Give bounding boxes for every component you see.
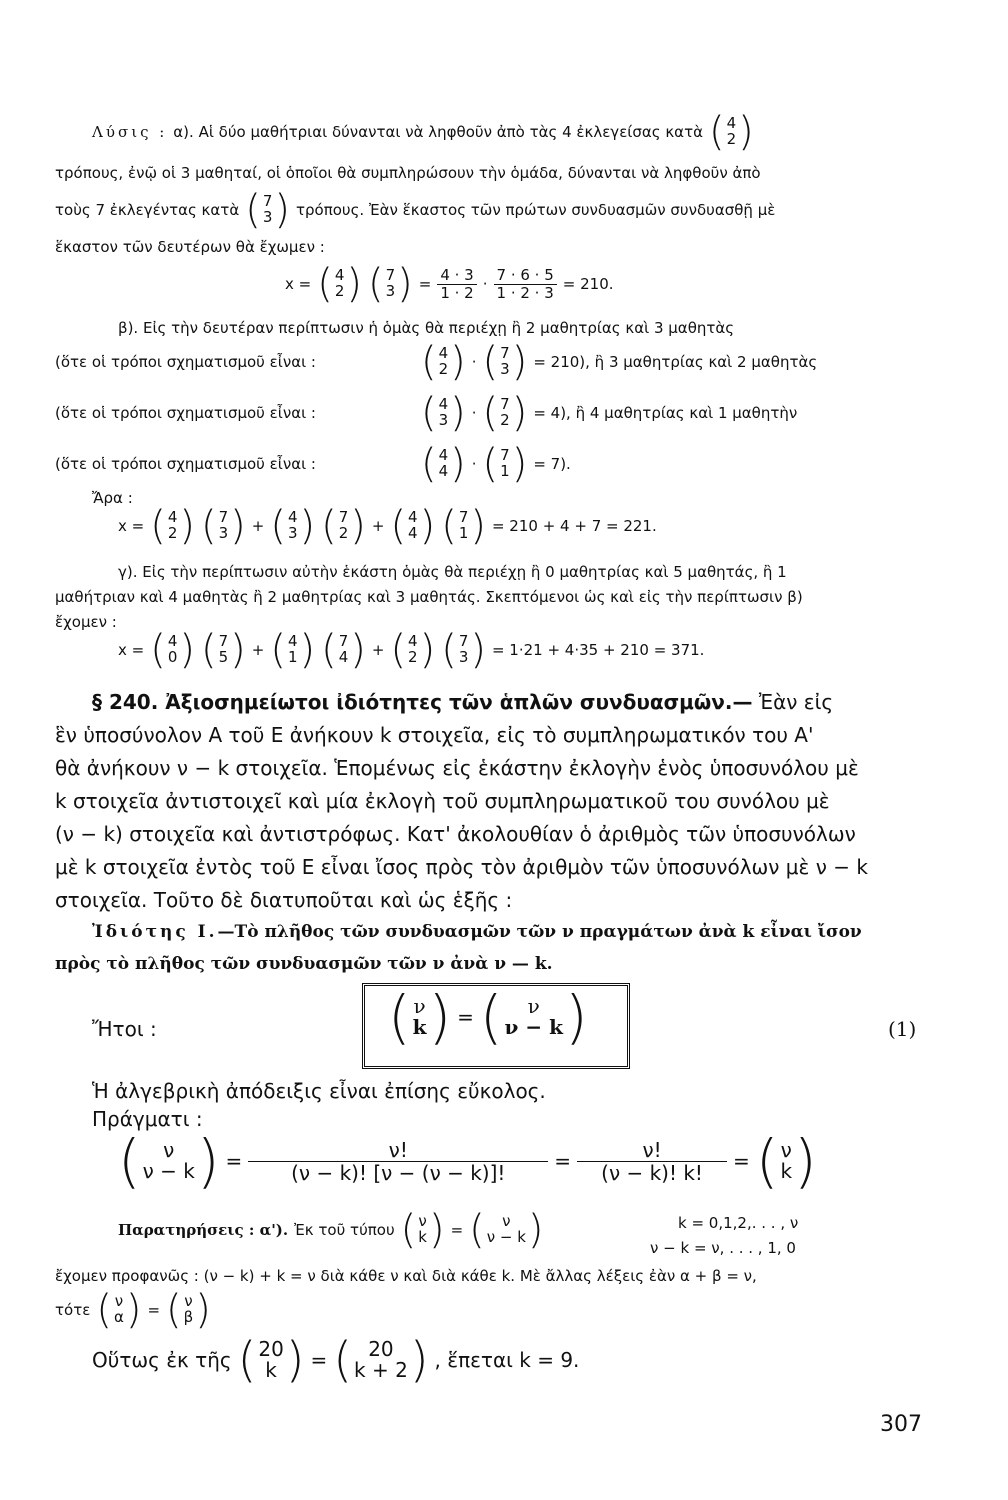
equation-number: (1) xyxy=(888,1017,917,1041)
solution-label: Λύσις : xyxy=(92,123,168,141)
solution-a-text4: ἕκαστον τῶν δευτέρων θὰ ἔχωμεν : xyxy=(55,238,325,256)
solution-a-text3-post: τρόπους. Ἐὰν ἕκαστος τῶν πρώτων συνδυασμῶν συνδυασθῇ μὲ xyxy=(295,201,776,219)
solution-c-text2: μαθήτριαν καὶ 4 μαθητὰς ἢ 2 μαθητρίας καὶ 3 μαθητάς. Σκεπτόμενοι ὡς καὶ εἰς τὴν περίπτωσιν β) xyxy=(55,588,803,606)
section-p3: k στοιχεῖα ἀντιστοιχεῖ καὶ μία ἐκλογὴ τοῦ συμπληρωματικοῦ του συνόλου μὲ xyxy=(55,789,830,813)
proof-formula: ( ν ν − k ) = $\frac{\nu!}{(\nu - k)! [\nu - (\nu - k)]!}$ = $\frac{\nu!}{(\nu - k)! k!}$ = ( ν k ) xyxy=(118,1127,817,1195)
property-label: Ἰδιότης Ι. xyxy=(92,922,218,942)
remarks-label: Παρατηρήσεις : α'). xyxy=(118,1221,289,1239)
section-p4: (ν − k) στοιχεῖα καὶ ἀντιστρόφως. Κατ' ἀκολουθίαν ὁ ἀριθμὸς τῶν ὑποσυνόλων xyxy=(55,822,856,846)
fraction-4x3: $\frac{4 \cdot 3}{1 \cdot 2}$ xyxy=(437,267,476,301)
section-heading-tail: Ἐὰν εἰς xyxy=(758,690,834,714)
equation-a: x = ( 4 2 ) ( 7 3 ) = $\frac{4 \cdot 3}{1 \cdot 2}$ · $\frac{7 \cdot 6 \cdot 5}{1 \cdot 2 \cdot 3}$ = 210. xyxy=(285,261,614,307)
fraction-7x6x5: $\frac{7 \cdot 6 \cdot 5}{1 \cdot 2 \cdot 3}$ xyxy=(494,267,557,301)
remarks-line: Παρατηρήσεις : α'). Ἐκ τοῦ τύπου ( ν k ) = ( ν ν − k ) xyxy=(118,1207,544,1253)
result-a: = 210. xyxy=(562,275,614,293)
section-p2: θὰ ἀνήκουν ν − k στοιχεῖα. Ἑπομένως εἰς ἑκάστην ἐκλογὴν ἑνὸς ὑποσυνόλου μὲ xyxy=(55,756,859,780)
etoi-label: Ἤτοι : xyxy=(92,1017,157,1041)
ara-label: Ἄρα : xyxy=(92,489,133,507)
binom-7-3: ( 7 3 ) xyxy=(245,187,290,233)
case-b2: (ὅτε οἱ τρόποι σχηματισμοῦ εἶναι : ( 4 3 ) · ( 7 2 ) = 4), ἢ 4 μαθητρίας καὶ 1 μαθητὴν xyxy=(55,390,798,436)
solution-a-text2: τρόπους, ἐνῷ οἱ 3 μαθηταί, οἱ ὁποῖοι θὰ συμπληρώσουν τὴν ὁμάδα, δύνανται νὰ ληφθοῦν ἀπὸ xyxy=(55,164,761,182)
remarks-line2: ἔχομεν προφανῶς : (ν − k) + k = ν διὰ κάθε ν καὶ διὰ κάθε k. Μὲ ἄλλας λέξεις ἐὰν α + β = ν, xyxy=(55,1267,757,1285)
proof-intro: Ἡ ἀλγεβρικὴ ἀπόδειξις εἶναι ἐπίσης εὔκολος. xyxy=(92,1079,546,1103)
condition-1: k = 0,1,2,. . . , ν xyxy=(678,1214,799,1232)
binom-4-2: ( 4 2 ) xyxy=(708,109,754,155)
tote-line: τότε ( ν α ) = ( ν β ) xyxy=(55,1287,211,1333)
section-p5: μὲ k στοιχεῖα ἐντὸς τοῦ Ε εἶναι ἴσος πρὸς τὸν ἀριθμὸν τῶν ὑποσυνόλων μὲ ν − k xyxy=(55,855,868,879)
case-b3: (ὅτε οἱ τρόποι σχηματισμοῦ εἶναι : ( 4 4 ) · ( 7 1 ) = 7). xyxy=(55,441,571,487)
section-p1: ἓν ὑποσύνολον Α τοῦ Ε ἀνήκουν k στοιχεῖα, εἰς τὸ συμπληρωματικόν του Α' xyxy=(55,723,814,747)
equation-b: x = ( 4 2 ) ( 7 3 ) + ( 4 3 ) ( 7 2 ) + ( 4 4 ) ( 7 1 ) = 210 + 4 + 7 = 221. xyxy=(118,503,657,549)
solution-a-text1: α). Αἱ δύο μαθήτριαι δύνανται νὰ ληφθοῦν ἀπὸ τὰς 4 ἐκλεγείσας κατὰ xyxy=(173,123,703,141)
section-p6: στοιχεῖα. Τοῦτο δὲ διατυποῦται καὶ ὡς ἑξῆς : xyxy=(55,888,513,912)
proof-indeed: Πράγματι : xyxy=(92,1107,203,1131)
solution-line-a3 xyxy=(55,187,776,233)
condition-2: ν − k = ν, . . . , 1, 0 xyxy=(650,1239,796,1257)
equation-c: x = ( 4 0 ) ( 7 5 ) + ( 4 1 ) ( 7 4 ) + ( 4 2 ) ( 7 3 ) = 1·21 + 4·35 + 210 = 371. xyxy=(118,627,705,673)
page-number: 307 xyxy=(880,1412,922,1437)
solution-line-a1 xyxy=(92,109,754,155)
solution-c-text3: ἔχομεν : xyxy=(55,613,117,631)
section-heading: § 240. Ἀξιοσημείωτοι ἰδιότητες τῶν ἁπλῶν συνδυασμῶν.— xyxy=(92,690,753,714)
section-heading-line xyxy=(92,688,833,716)
result-c: = 1·21 + 4·35 + 210 = 371. xyxy=(491,641,705,659)
outos-line: Οὕτως ἐκ τῆς ( 20 k ) = ( 20 k + 2 ) , ἕπεται k = 9. xyxy=(92,1332,580,1388)
property-line1: Ἰδιότης Ι.—Τὸ πλῆθος τῶν συνδυασμῶν τῶν ν πραγμάτων ἀνὰ k εἶναι ἴσον xyxy=(92,922,862,942)
solution-b-text1: β). Εἰς τὴν δευτέραν περίπτωσιν ἡ ὁμὰς θὰ περιέχῃ ἢ 2 μαθητρίας καὶ 3 μαθητὰς xyxy=(118,319,735,337)
identity-formula: ( ν k ) = ( ν ν − k ) xyxy=(388,983,588,1051)
solution-c-text1: γ). Εἰς τὴν περίπτωσιν αὐτὴν ἑκάστη ὁμὰς θὰ περιέχῃ ἢ 0 μαθητρίας καὶ 5 μαθητάς, ἢ 1 xyxy=(118,563,787,581)
property-line2: πρὸς τὸ πλῆθος τῶν συνδυασμῶν τῶν ν ἀνὰ ν — k. xyxy=(55,954,553,974)
case-b1: (ὅτε οἱ τρόποι σχηματισμοῦ εἶναι : ( 4 2 ) · ( 7 3 ) = 210), ἢ 3 μαθητρίας καὶ 2 μαθητὰς xyxy=(55,339,818,385)
result-b: = 210 + 4 + 7 = 221. xyxy=(491,517,657,535)
solution-a-text3-pre: τοὺς 7 ἐκλεγέντας κατὰ xyxy=(55,201,240,219)
